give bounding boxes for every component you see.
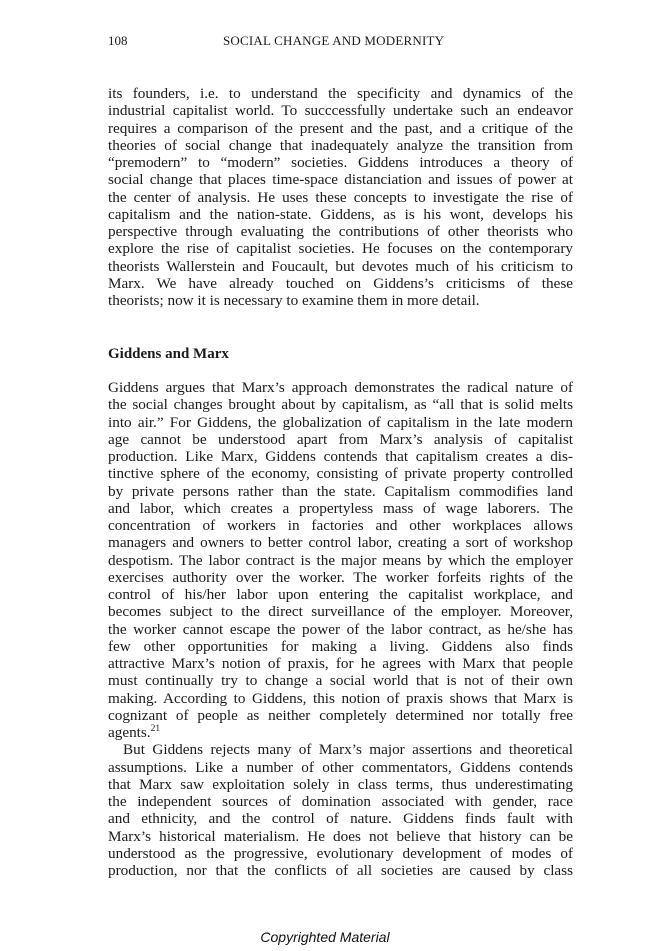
text-line: the independent sources of domination associated with gender, race: [108, 793, 573, 810]
text-line: the center of analysis. He uses these concepts to investigate the rise of: [108, 188, 573, 206]
running-head: [108, 32, 573, 50]
text-line: social change that places time-space distanciation and issues of power at: [108, 171, 573, 189]
text-line: “premodern” to “modern” societies. Giddens introduces a theory of: [108, 154, 573, 171]
text-line: its founders, i.e. to understand the specificity and dynamics of the: [108, 85, 573, 102]
text-line: Marx’s historical materialism. He does not believe that history can be: [108, 827, 573, 845]
text-line: perspective through evaluating the contributions of other theorists who: [108, 223, 573, 240]
copyright-watermark: Copyrighted Material: [260, 929, 390, 945]
text-line: Giddens argues that Marx’s approach demonstrates the radical nature of: [108, 379, 573, 396]
text-line: requires a comparison of the present and the past, and a critique of the: [108, 119, 573, 137]
running-title: SOCIAL CHANGE AND MODERNITY: [223, 33, 445, 48]
text-line: the worker cannot escape the power of the labor contract, as he/she has: [108, 620, 573, 638]
text-line: that Marx saw exploitation solely in class terms, thus underestimating: [108, 775, 573, 793]
text-line: understood as the progressive, evolutionary development of modes of: [108, 844, 573, 862]
text-line: attractive Marx’s notion of praxis, for he agrees with Marx that people: [108, 655, 573, 672]
text-line: managers and owners to better control labor, creating a sort of workshop: [108, 534, 573, 552]
text-line: into air.” For Giddens, the globalization of capitalism in the late modern: [108, 413, 573, 431]
text-line: must continually try to change a social world that is not of their own: [108, 672, 573, 690]
text-line: and labor, which creates a propertyless mass of wage laborers. The: [108, 499, 573, 517]
text-line: age cannot be understood apart from Marx’s analysis of capitalist: [108, 430, 573, 448]
text-line: assumptions. Like a number of other commentators, Giddens contends: [108, 758, 573, 776]
text-line: exercises authority over the worker. The worker forfeits rights of the: [108, 568, 573, 586]
intro-paragraph: [108, 85, 573, 309]
text-line: theorists; now it is necessary to examine them in more detail.: [108, 292, 480, 309]
page-number: 108: [108, 33, 128, 48]
text-line: theorists Wallerstein and Foucault, but devotes much of his criticism to: [108, 257, 573, 275]
text-line: explore the rise of capitalist societies. He focuses on the contemporary: [108, 240, 573, 258]
text-line: theories of social change that inadequately analyze the transition from: [108, 136, 573, 154]
text-line: few other opportunities for making a living. Giddens also finds: [108, 637, 573, 655]
text-line: concentration of workers in factories and other workplaces allows: [108, 517, 573, 534]
text-line: cognizant of people as neither completely determined nor totally free: [108, 706, 573, 724]
text-line-final: [108, 724, 573, 741]
text-line: production. Like Marx, Giddens contends that capitalism creates a dis-: [108, 448, 573, 465]
text-line: Marx. We have already touched on Giddens’s criticisms of these: [108, 274, 573, 292]
text-line: becomes subject to the direct surveillance of the employer. Moreover,: [108, 603, 573, 621]
text-line: the social changes brought about by capitalism, as “all that is solid melts: [108, 396, 573, 414]
text-line: and ethnicity, and the control of nature. Giddens finds fault with: [108, 810, 573, 828]
text-line: But Giddens rejects many of Marx’s major assertions and theoretical: [123, 741, 573, 759]
footnote-reference[interactable]: 21: [150, 724, 161, 734]
text-line: capitalism and the nation-state. Giddens, as is his wont, develops his: [108, 205, 573, 223]
text-line: tinctive sphere of the economy, consisting of private property controlled: [108, 465, 573, 483]
text-line: control of his/her labor upon entering the capitalist workplace, and: [108, 586, 573, 603]
text-line: despotism. The labor contract is the major means by which the employer: [108, 551, 573, 569]
text-line: industrial capitalist world. To succcessfully undertake such an endeavor: [108, 102, 573, 120]
text-line: making. According to Giddens, this notion of praxis shows that Marx is: [108, 689, 573, 707]
text-line: production, nor that the conflicts of all societies are caused by class: [108, 862, 573, 879]
text-line: by private persons rather than the state. Capitalism commodifies land: [108, 482, 573, 500]
text-fragment: agents.: [108, 724, 151, 741]
section-heading: Giddens and Marx: [108, 346, 229, 362]
section-paragraph-1: [108, 379, 573, 879]
